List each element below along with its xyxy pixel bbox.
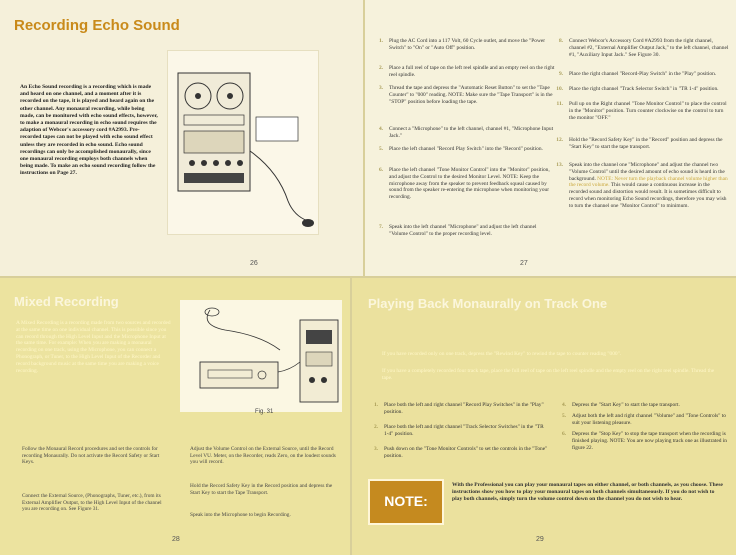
page-28 xyxy=(0,278,350,555)
mixed-recording-intro: A Mixed Recording is a recording made from two sources and recorded at the same time on one individual channel. This is possible since you can record through the High Level Input and the Microphone Input at the same time. For example: When you are making a monaural recording on one track, using the Microphone, you can connect a Phonograph, or Tuner, to the High Level Input of the Recorder and record background music at the same time you are making a voice recording. xyxy=(16,320,171,374)
page-number: 27 xyxy=(520,260,528,267)
playback-intro: If you have recorded only on one track, depress the "Rewind Key" to rewind the tape to counter reading "000". xyxy=(382,351,622,357)
instruction-paragraph: Adjust the Volume Control on the External Source, until the Record Level VU. Meter, on the Recorder, reads Zero, on the loudest sounds you will record. xyxy=(190,446,336,466)
warning-note: NOTE: Never turn the playback channel volume higher than the record volume. xyxy=(569,175,728,189)
page-title: Recording Echo Sound xyxy=(14,17,180,34)
step-text: Speak into the channel one "Microphone" and adjust the channel two "Volume Control" until the desired amount of echo sound is heard in the background. xyxy=(569,162,725,182)
instruction-paragraph: Speak into the Microphone to begin Recording. xyxy=(190,512,291,518)
step-text-cont: This would cause a continuous increase in the recorded sound and distortion would result. It is sometimes difficult to record when monitoring Echo Sound recordings, therefore you may wish to turn the channel one "Monitor Control" to minimum. xyxy=(569,182,727,209)
playback-intro: If you have a completely recorded four track tape, place the full reel of tape on the left reel spindle and the empty reel on the right reel spindle. Thread the tape. xyxy=(382,368,715,381)
page-title: Mixed Recording xyxy=(14,294,119,309)
note-text: With the Professional you can play your monaural tapes on either channel, or both channels, as you choose. These instructions show you how to play your monaural tapes on both channels simultaneously. If you do not wish to play both channels, simply turn the volume control down on the channel you do not wish to hear. xyxy=(452,482,723,502)
page-number: 26 xyxy=(250,260,258,267)
note-box xyxy=(368,479,444,525)
instruction-paragraph: Hold the Record Safety Key in the Record position and depress the Start Key to start the Tape Transport. xyxy=(190,483,333,496)
page-number: 29 xyxy=(536,536,544,543)
page-number: 28 xyxy=(172,536,180,543)
page-title: Playing Back Monaurally on Track One xyxy=(368,296,608,311)
note-label: NOTE: xyxy=(384,493,428,509)
page-26 xyxy=(0,0,363,276)
figure-caption: Fig. 31 xyxy=(255,409,274,415)
instruction-paragraph: Follow the Monaural Record procedures and set the controls for recording Monaurally. Do not activate the Record Safety or Start Keys. xyxy=(22,446,160,466)
recorder-illustration xyxy=(167,50,319,235)
page-27: 1. Plug the AC Cord into a 117 Volt, 60 Cycle outlet, and move the "Power Switch" to "On" or "Auto Off" position. 2. Place a full reel of tape on the left reel spindle and an empty reel on the right reel spindle. 3. Thread the tape and depress the "Automatic Reset Button" to set the "Tape Counter" to "000" reading. NOTE: Make sure the "Tape Transport" is in the "STOP" position before loading the tape. 4. Connect a "Microphone" to the left channel, channel #1, "Microphone Input Jack." 5. Place the left channel "Record Play Switch" into the "Record" position. 6. Place the left channel "Tone Monitor Control" into the "Monitor" position, and adjust the Control to the desired Monitor Level. NOTE: Keep the microphone away from the speaker to prevent feedback squeal caused by sound from the speaker re-entering the microphone when monitoring your recording. 7. Speak into the left channel "Microphone" and adjust the left channel "Volume Control" to the proper recording level. 8. Connect Webcor's Accessory Cord #A2993 from the right channel, channel #2, "External Amplifier Output Jack," to the left channel, channel #1, "Auxiliary Input Jack." See Figure 30. 9. Place the right channel "Record-Play Switch" in the "Play" position. 10. Place the right channel "Track Selector Switch" in "TR 1-4" position. 11. Pull up on the Right channel "Tone Monitor Control" to place the control in the "Monitor" position. Turn counter clockwise on the control to turn the monitor "OFF." 12. Hold the "Record Safety Key" in the "Record" position and depress the "Start Key" to start the tape transport. 13. Speak into the channel one "Microphone" and adjust the channel two "Volume Control" until the desired amount of echo sound is heard in the background. NOTE: Never turn the playback channel volume higher than the record volume. This would cause a continuous increase in the recorded sound and distortion would result. It is sometimes difficult to record when monitoring Echo Sound recordings, therefore you may wish to turn the channel one "Monitor Control" to minimum. 27 xyxy=(365,0,736,276)
instruction-paragraph: Connect the External Source, (Phonographs, Tuner, etc.), from its External Amplifier Output, to the High Level Input of the channel you are recording on. See Figure 31. xyxy=(22,493,162,513)
mixed-recording-illustration xyxy=(180,300,342,412)
page-29: Playing Back Monaurally on Track One If you have recorded only on one track, depress the "Rewind Key" to rewind the tape to counter reading "000". If you have a completely recorded four track tape, place the full reel of tape on the left reel spindle and the empty reel on the right reel spindle. Thread the tape. 1. Place both the left and right channel "Record Play Switches" in the "Play" position. 2. Place both the left and right channel "Track Selector Switches" in the "TR 1-4" position. 3. Push down on the "Tone Monitor Controls" to set the controls in the "Tone" position. 4. Depress the "Start Key" to start the tape transport. 5. Adjust both the left and right channel "Volume" and "Tone Controls" to suit your listening pleasure. 6. Depress the "Stop Key" to stop the tape transport when the recording is finished playing. NOTE: You are now playing track one as illustrated in figure 22. NOTE: With the Professional you can play your monaural tapes on either channel, or both channels, as you choose. These instructions show you how to play your monaural tapes on both channels simultaneously. If you do not wish to play both channels, simply turn the volume control down on the channel you do not wish to hear. 29 xyxy=(352,278,736,555)
echo-sound-description: An Echo Sound recording is a recording which is made and heard on one channel, and a moment after it is recorded on the tape, it is played and heard again on the other channel. Any monaural recording, while being made, can be monitored with echo sound effects, however, to make a monaural recording in echo sound requires the adaption of Webcor's accessory cord #A2993. Pre-recorded tapes can not be played with echo sound effect unless they are recorded in echo sound. Echo sound recordings can only be accomplished monaurally, since one monaural recording employs both channels when being made. To make an echo sound recording follow the instructions on Page 27. xyxy=(20,84,158,177)
